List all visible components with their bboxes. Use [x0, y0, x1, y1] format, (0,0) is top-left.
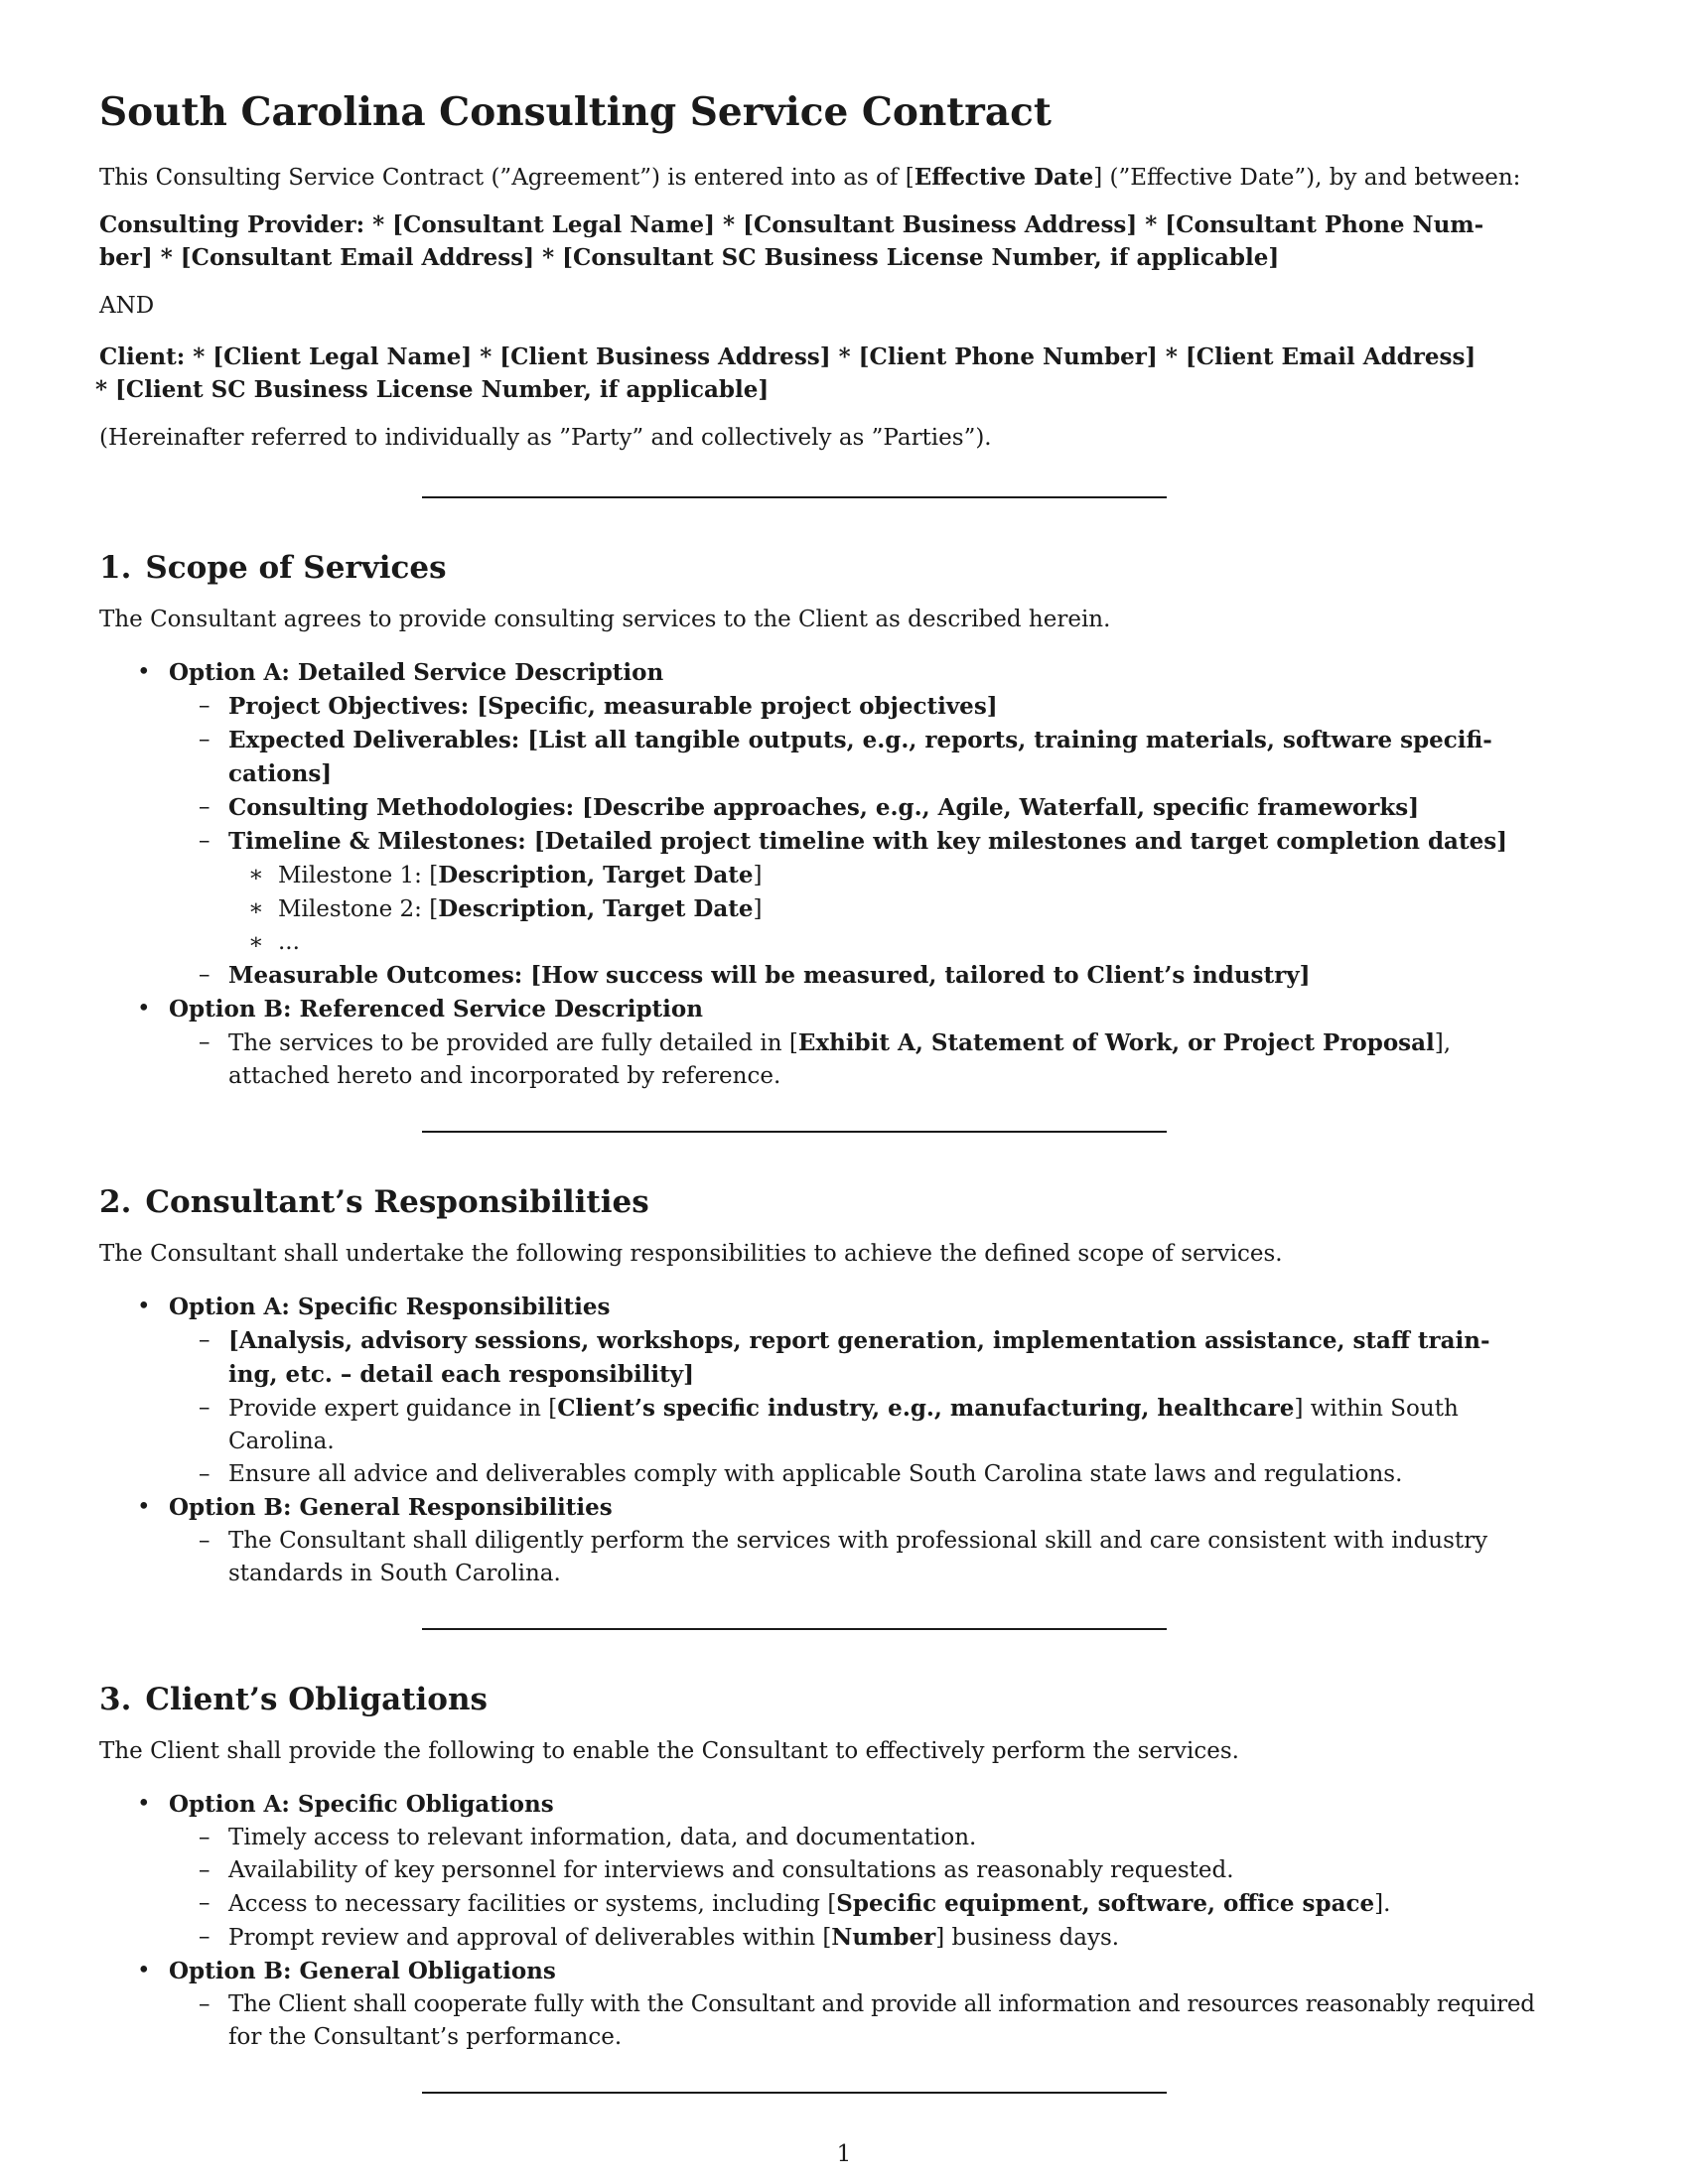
document-title: South Carolina Consulting Service Contract [99, 89, 1052, 135]
section-divider [422, 1628, 1167, 1630]
section-2-option-a-items [169, 1324, 1589, 1491]
asterisk-icon: ∗ [248, 895, 264, 921]
section-2-option-b: Option B: General Responsibilities [169, 1494, 613, 1521]
timely-access-item: Timely access to relevant information, data, and documentation. [228, 1825, 977, 1850]
list-item [169, 1988, 1589, 2054]
responsibility-detail-line-2: ing, etc. – detail each responsibility] [228, 1361, 695, 1388]
dash-icon: – [199, 1825, 211, 1850]
section-divider [422, 496, 1167, 498]
intro-paragraph [99, 161, 1589, 195]
intro-text-before: This Consulting Service Contract (”Agreement”) is entered into as of [ [99, 165, 914, 191]
expert-guidance-text: Provide expert guidance in [ [228, 1396, 558, 1422]
list-item [99, 993, 1589, 1093]
consulting-methodologies-item: Consulting Methodologies: [Describe approaches, e.g., Agile, Waterfall, specific frameworks] [228, 794, 1420, 821]
expert-guidance-line-2: Carolina. [228, 1429, 335, 1454]
section-3-lead: The Client shall provide the following to enable the Consultant to effectively perform the services. [99, 1738, 1239, 1764]
section-1-option-b: Option B: Referenced Service Description [169, 996, 703, 1023]
expert-guidance-line-1 [228, 1396, 1459, 1422]
section-2-heading [99, 1182, 1589, 1222]
provider-line-1: Consulting Provider: * [Consultant Legal Name] * [Consultant Business Address] * [Consultant Phone Num- [99, 211, 1484, 238]
bullet-icon: • [137, 1958, 151, 1983]
list-item [169, 1887, 1589, 1921]
milestone-ellipsis: ... [278, 929, 300, 955]
list-item [169, 1854, 1589, 1887]
section-3-option-a-items [169, 1822, 1589, 1955]
provider-line-2: ber] * [Consultant Email Address] * [Consultant SC Business License Number, if applicable] [99, 244, 1280, 271]
intro-text-after: ] (”Effective Date”), by and between: [1093, 165, 1521, 191]
list-item [169, 1822, 1589, 1854]
dash-icon: – [199, 962, 211, 988]
effective-date-placeholder: Effective Date [914, 164, 1094, 191]
exhibit-placeholder: Exhibit A, Statement of Work, or Project Proposal [797, 1029, 1435, 1056]
client-line-2: * [Client SC Business License Number, if applicable] [95, 376, 770, 403]
prompt-review-close: ] business days. [935, 1925, 1120, 1951]
section-2-number: 2. [99, 1184, 132, 1220]
hereinafter-paragraph: (Hereinafter referred to individually as ”Party” and collectively as ”Parties”). [99, 425, 992, 451]
list-item [169, 1921, 1589, 1955]
section-2-options [99, 1291, 1589, 1590]
section-1-number: 1. [99, 550, 132, 586]
section-1-heading [99, 548, 1589, 588]
industry-placeholder: Client’s specific industry, e.g., manufacturing, healthcare [557, 1395, 1295, 1422]
dash-icon: – [199, 1924, 211, 1950]
contract-page [95, 87, 1589, 2094]
list-item [99, 1955, 1589, 2054]
list-item [169, 1458, 1589, 1491]
general-obligation-line-2: for the Consultant’s performance. [228, 2024, 623, 2050]
general-responsibility-line-1: The Consultant shall diligently perform the services with professional skill and care consistent with industry [228, 1528, 1488, 1554]
section-divider [422, 1131, 1167, 1133]
and-separator: AND [99, 293, 155, 319]
section-1-options [99, 656, 1589, 1093]
section-3-heading [99, 1680, 1589, 1719]
section-3-option-a: Option A: Specific Obligations [169, 1791, 554, 1818]
section-3-options [99, 1788, 1589, 2054]
referenced-services-close: ], [1434, 1030, 1452, 1056]
list-item [99, 1788, 1589, 1955]
project-objectives-item: Project Objectives: [Specific, measurable project objectives] [228, 693, 998, 720]
bullet-icon: • [137, 1494, 151, 1520]
dash-icon: – [199, 1327, 211, 1353]
personnel-availability-item: Availability of key personnel for interviews and consultations as reasonably requested. [228, 1857, 1234, 1883]
list-item: ∗ Milestone 1: [Description, Target Date] [228, 859, 1589, 892]
list-item [169, 1026, 1589, 1093]
client-line-1: Client: * [Client Legal Name] * [Client Business Address] * [Client Phone Number] * [Client Email Address] [99, 343, 1477, 370]
list-item [169, 1324, 1589, 1392]
list-item [169, 690, 1589, 724]
section-1-title: Scope of Services [145, 550, 447, 586]
section-3-number: 3. [99, 1682, 132, 1717]
dash-icon: – [199, 1528, 211, 1554]
bullet-icon: • [137, 1294, 151, 1319]
dash-icon: – [199, 1857, 211, 1883]
dash-icon: – [199, 828, 211, 854]
section-2-option-b-items [169, 1525, 1589, 1590]
referenced-services-text: The services to be provided are fully detailed in [ [228, 1030, 798, 1056]
list-item [169, 1392, 1589, 1458]
facilities-placeholder: Specific equipment, software, office space [836, 1890, 1375, 1917]
section-2-lead: The Consultant shall undertake the following responsibilities to achieve the defined scope of services. [99, 1241, 1283, 1267]
prompt-review-text: Prompt review and approval of deliverables within [ [228, 1925, 832, 1951]
dash-icon: – [199, 1395, 211, 1421]
bullet-icon: • [137, 659, 151, 685]
list-item [169, 1525, 1589, 1590]
facilities-access-text: Access to necessary facilities or systems, including [ [228, 1891, 837, 1917]
milestone-2-value: Description, Target Date [438, 895, 754, 922]
referenced-services-line-2: attached hereto and incorporated by reference. [228, 1063, 781, 1089]
referenced-services-line-1 [228, 1030, 1451, 1056]
section-3-option-b-items [169, 1988, 1589, 2054]
list-item [99, 1491, 1589, 1590]
expected-deliverables-item: Expected Deliverables: [List all tangible outputs, e.g., reports, training materials, software specifi- [228, 727, 1492, 753]
milestone-list [228, 859, 1589, 959]
dash-icon: – [199, 727, 211, 752]
list-item [99, 1291, 1589, 1491]
expected-deliverables-item-cont: cations] [228, 760, 333, 787]
section-3-title: Client’s Obligations [145, 1682, 488, 1717]
section-1-option-a-items [169, 690, 1589, 993]
responsibility-detail-line-1: [Analysis, advisory sessions, workshops, report generation, implementation assistance, staff train- [228, 1327, 1490, 1354]
milestone-1-value: Description, Target Date [438, 862, 754, 888]
dash-icon: – [199, 794, 211, 820]
list-item: ∗ Milestone 2: [Description, Target Date] [228, 892, 1589, 926]
general-responsibility-line-2: standards in South Carolina. [228, 1561, 561, 1586]
expert-guidance-close: ] within South [1294, 1396, 1459, 1422]
list-item [169, 724, 1589, 791]
dash-icon: – [199, 693, 211, 719]
list-item [169, 959, 1589, 993]
section-2-option-a: Option A: Specific Responsibilities [169, 1294, 611, 1320]
dash-icon: – [199, 1461, 211, 1487]
dash-icon: – [199, 1029, 211, 1055]
facilities-access-close: ]. [1374, 1891, 1391, 1917]
milestone-2-label: Milestone 2: [278, 896, 430, 922]
dash-icon: – [199, 1991, 211, 2017]
client-block [95, 341, 1589, 406]
asterisk-icon: ∗ [248, 929, 264, 955]
compliance-item: Ensure all advice and deliverables comply with applicable South Carolina state laws and regulations. [228, 1461, 1403, 1487]
section-divider [422, 2092, 1167, 2094]
page-number: 1 [836, 2141, 852, 2167]
asterisk-icon: ∗ [248, 862, 264, 887]
measurable-outcomes-item: Measurable Outcomes: [How success will be measured, tailored to Client’s industry] [228, 962, 1311, 989]
bullet-icon: • [137, 1791, 151, 1817]
list-item [169, 791, 1589, 825]
number-placeholder: Number [831, 1924, 936, 1951]
timeline-milestones-item: Timeline & Milestones: [Detailed project timeline with key milestones and target completion dates] [228, 828, 1508, 855]
list-item [228, 926, 1589, 959]
list-item [99, 656, 1589, 993]
section-2-title: Consultant’s Responsibilities [145, 1184, 649, 1220]
bullet-icon: • [137, 996, 151, 1022]
general-obligation-line-1: The Client shall cooperate fully with the Consultant and provide all information and resources reasonably required [228, 1991, 1535, 2017]
section-1-option-b-items [169, 1026, 1589, 1093]
dash-icon: – [199, 1890, 211, 1916]
section-1-option-a: Option A: Detailed Service Description [169, 659, 664, 686]
milestone-1-label: Milestone 1: [278, 863, 430, 888]
consulting-provider-block [99, 208, 1589, 274]
section-3-option-b: Option B: General Obligations [169, 1958, 556, 1984]
list-item [169, 825, 1589, 959]
section-1-lead: The Consultant agrees to provide consulting services to the Client as described herein. [99, 607, 1111, 632]
